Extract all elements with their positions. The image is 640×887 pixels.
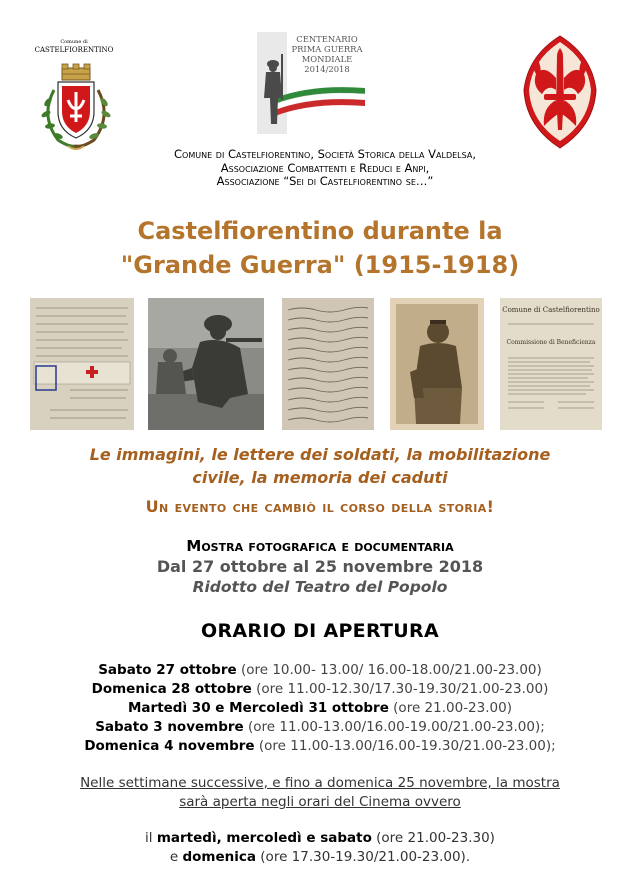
subtitle — [40, 443, 600, 489]
schedule-row — [20, 719, 620, 737]
note-line-2: sarà aperta negli orari del Cinema ovvero — [179, 794, 461, 810]
photo-soldiers — [148, 298, 264, 430]
organizers-line-1: Comune di Castelfiorentino, Società Storica della Valdelsa, — [174, 147, 476, 161]
document-subheading: Commissione di Beneficienza — [506, 339, 596, 346]
final-hours: (ore 17.30-19.30/21.00-23.00). — [256, 849, 471, 865]
centenary-line-2: PRIMA GUERRA — [291, 44, 363, 54]
subtitle-line-1: Le immagini, le lettere dei soldati, la mobilitazione — [89, 445, 551, 464]
final-hours: (ore 21.00-23.30) — [371, 830, 495, 846]
centenary-line-3: MONDIALE — [301, 54, 353, 64]
crest-caption-small: Comune di — [60, 39, 88, 45]
schedule-hours: (ore 11.00-13.00/16.00-19.00/21.00-23.00); — [243, 719, 545, 735]
schedule-day: Domenica 4 novembre — [84, 738, 255, 754]
schedule-day: Sabato 3 novembre — [95, 719, 244, 735]
exhibition-type: Mostra fotografica e documentaria — [186, 537, 454, 555]
title-line-2: "Grande Guerra" (1915-1918) — [120, 251, 520, 279]
schedule-hours: (ore 10.00- 13.00/ 16.00-18.00/21.00-23.00) — [236, 662, 542, 678]
crest-caption-name: CASTELFIORENTINO — [34, 46, 114, 54]
schedule-row — [20, 700, 620, 718]
schedule-hours: (ore 11.00-13.00/16.00-19.30/21.00-23.00); — [254, 738, 556, 754]
organizers-line-3: Associazione “Sei di Castelfiorentino se…” — [216, 174, 434, 188]
final-prefix: e — [169, 849, 183, 865]
document-heading: Comune di Castelfiorentino — [502, 306, 600, 314]
schedule-row — [20, 681, 620, 699]
photo-municipal-document — [500, 298, 602, 430]
schedule-row — [20, 662, 620, 680]
centenary-line-1: CENTENARIO — [296, 34, 358, 44]
event-tagline: Un evento che cambiò il corso della storia! — [145, 497, 495, 516]
opening-hours-heading: ORARIO DI APERTURA — [201, 620, 439, 642]
florentine-lily-logo — [520, 34, 600, 150]
exhibition-dates: Dal 27 ottobre al 25 novembre 2018 — [156, 557, 484, 576]
subtitle-line-2: civile, la memoria dei caduti — [192, 468, 448, 487]
organizers-text — [100, 148, 550, 189]
schedule-hours: (ore 21.00-23.00) — [388, 700, 512, 716]
final-prefix: il — [145, 830, 157, 846]
cinema-hours-line-1 — [40, 829, 600, 847]
organizers-line-2: Associazione Combattenti e Reduci e Anpi, — [220, 160, 430, 175]
schedule-day: Domenica 28 ottobre — [91, 681, 252, 697]
schedule-hours: (ore 11.00-12.30/17.30-19.30/21.00-23.00) — [251, 681, 549, 697]
crest-caption — [28, 38, 120, 54]
cinema-hours-line-2 — [40, 848, 600, 866]
centenary-logo-text — [289, 34, 365, 74]
centenary-line-4: 2014/2018 — [304, 64, 350, 74]
schedule-day: Sabato 27 ottobre — [98, 662, 237, 678]
final-days: martedì, mercoledì e sabato — [156, 830, 372, 846]
schedule-row — [20, 738, 620, 756]
crown-icon — [62, 64, 90, 80]
note-line-1: Nelle settimane successive, e fino a domenica 25 novembre, la mostra — [80, 775, 560, 791]
photo-soldier-portrait — [390, 298, 484, 430]
photo-letter — [282, 298, 374, 430]
final-day: domenica — [182, 849, 256, 865]
exhibition-venue: Ridotto del Teatro del Popolo — [192, 578, 448, 596]
title-line-1: Castelfiorentino durante la — [137, 217, 503, 245]
schedule-day: Martedì 30 e Mercoledì 31 ottobre — [128, 700, 389, 716]
page-title — [40, 214, 600, 282]
later-weeks-note — [40, 774, 600, 812]
photo-postcard — [30, 298, 134, 430]
